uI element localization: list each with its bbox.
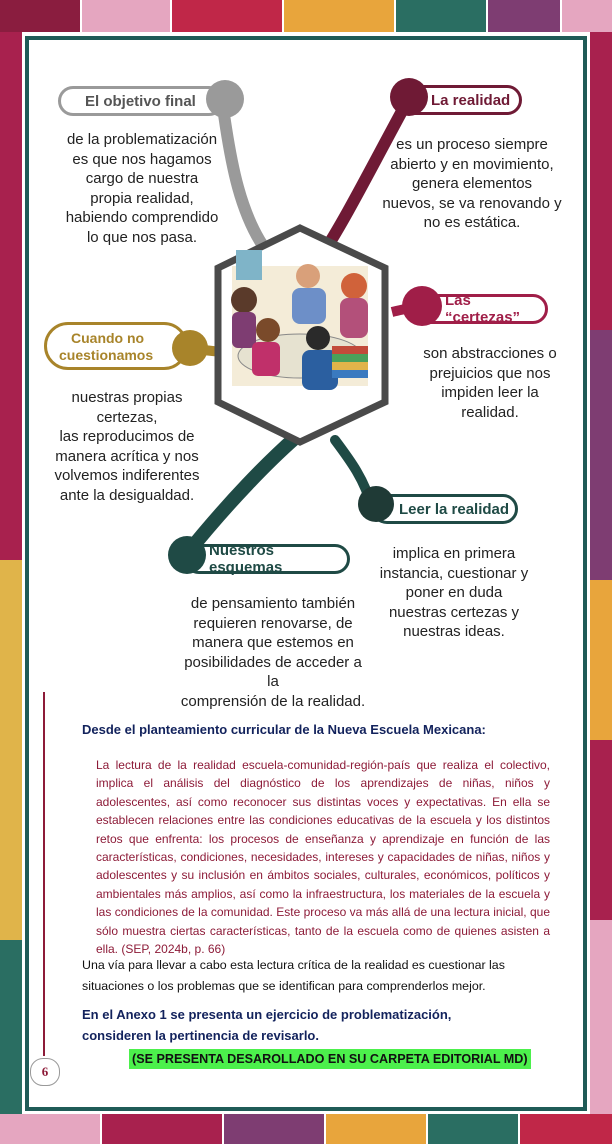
leer-text: implica en primera instancia, cuestionar y poner en duda nuestras certezas y nuestras ideas.: [379, 545, 529, 640]
curriculum-quote: La lectura de la realidad escuela-comunidad-región-país que realiza el colectivo, implica el análisis del diagnóstico de los aprendizajes de niñas, niños y adolescentes, así como reconocer sus distintas voces y expectativas. En ella se establecen relaciones entre las condiciones educativas de la escuela y los distintos retos que enfrenta: los procesos de enseñanza y aprendizaje en función de las características, condiciones, necesidades, intereses y capacidades de niñas, niños y adolescentes y su inclusión en ámbitos sociales, culturales, económicos, políticos y ambientales más amplios, así como la infraestructura, los materiales de la escuela y las condiciones de la comunidad. Este proceso va más allá de una lectura inicial, que sólo muestra ciertas características, tanto de la escuela como de quienes asisten a ella. (SEP, 2024b, p. 66): [96, 758, 550, 957]
teachers-illustration: [231, 250, 368, 390]
annex-note: En el Anexo 1 se presenta un ejercicio de problematización, consideren la pertinencia de revisarlo.: [82, 1007, 452, 1043]
esquemas-text: de pensamiento también requieren renovarse, de manera que estemos en posibilidades de acceder a la comprensión de la realidad.: [180, 595, 366, 710]
page-number: 6: [30, 1058, 60, 1086]
cuestionamos-text: nuestras propias certezas, las reproducimos de manera acrítica y nos volvemos indiferentes ante la desigualdad.: [54, 389, 200, 504]
certezas-text: son abstracciones o prejuicios que nos impiden leer la realidad.: [423, 345, 557, 421]
side-accent-line: [43, 692, 45, 1056]
cuestionamos-dot: [172, 330, 208, 366]
certezas-label: Las “certezas”: [414, 294, 548, 324]
realidad-label: La realidad: [398, 85, 522, 115]
realidad-text: es un proceso siempre abierto y en movimiento, genera elementos nuevos, se va renovando y no es estática.: [382, 136, 562, 231]
cuestionamos-label: Cuando no cuestionamos: [44, 322, 188, 370]
certezas-dot: [402, 286, 442, 326]
leer-dot: [358, 486, 394, 522]
objetivo-label: El objetivo final: [58, 86, 224, 116]
esquemas-dot: [168, 536, 206, 574]
editorial-highlight: (SE PRESENTA DESAROLLADO EN SU CARPETA EDITORIAL MD): [129, 1049, 531, 1069]
section-heading: Desde el planteamiento curricular de la Nueva Escuela Mexicana:: [82, 722, 486, 737]
realidad-dot: [390, 78, 428, 116]
esquemas-label: Nuestros esquemas: [184, 544, 350, 574]
objetivo-text: de la problematización es que nos hagamos cargo de nuestra propia realidad, habiendo comprendido lo que nos pasa.: [65, 131, 219, 246]
objetivo-dot: [206, 80, 244, 118]
leer-label: Leer la realidad: [372, 494, 518, 524]
body-paragraph: Una vía para llevar a cabo esta lectura crítica de la realidad es cuestionar las situaciones o los problemas que se identifican para comprenderlos mejor.: [82, 958, 505, 993]
